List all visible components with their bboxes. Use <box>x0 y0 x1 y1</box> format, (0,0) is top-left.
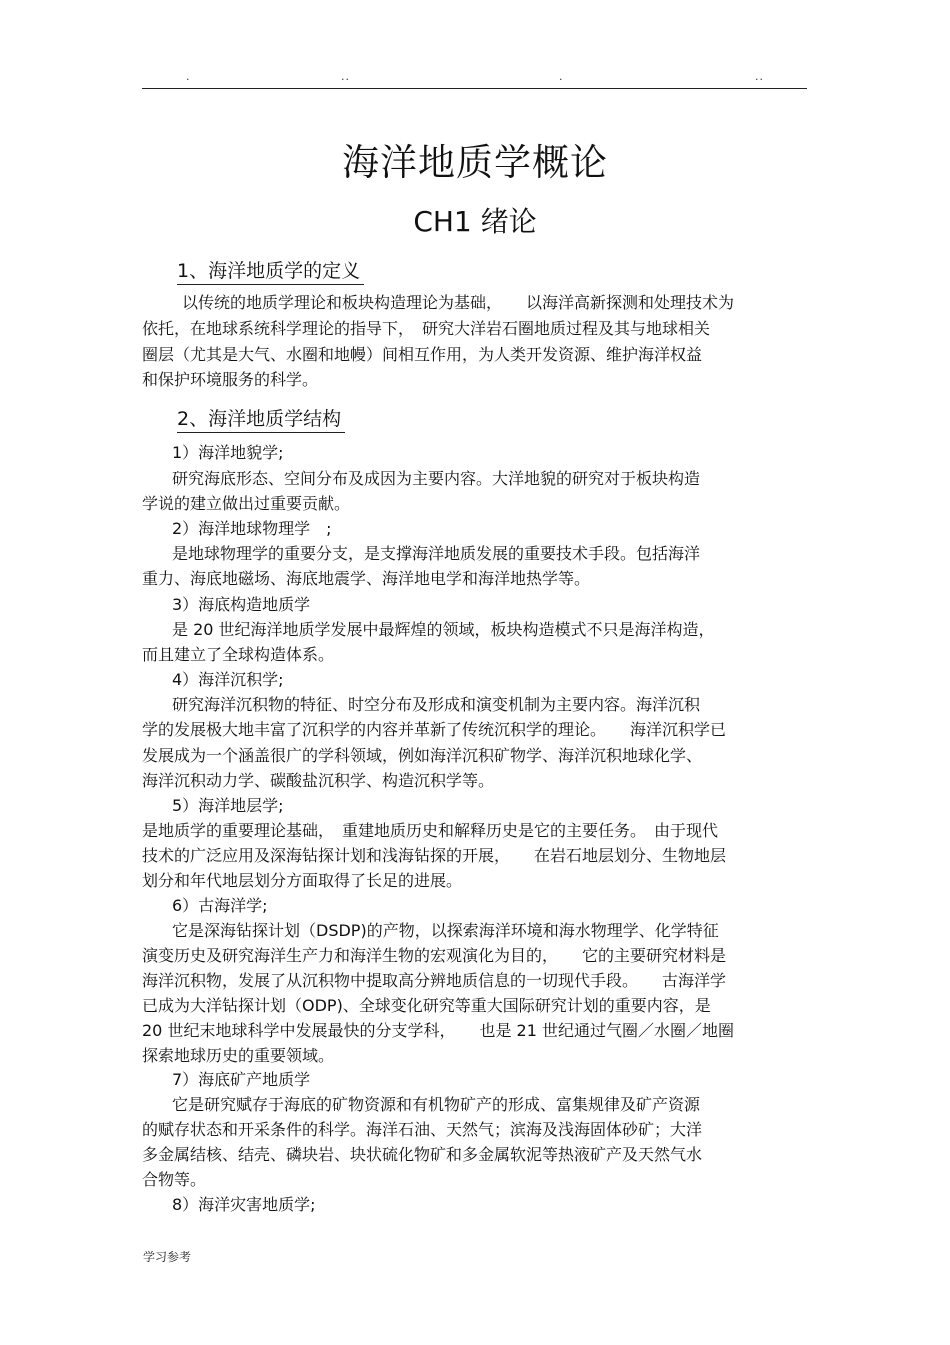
paragraph-line: 海洋沉积物，发展了从沉积物中提取高分辨地质信息的一切现代手段。 古海洋学 <box>142 971 727 990</box>
header-mark: . <box>559 70 564 83</box>
page-footer: 学习参考 <box>143 1250 192 1264</box>
paragraph-line: 发展成为一个涵盖很广的学科领域，例如海洋沉积矿物学、海洋沉积地球化学、 <box>142 746 703 765</box>
paragraph-line: 海洋沉积动力学、碳酸盐沉积学、构造沉积学等。 <box>142 771 495 790</box>
paragraph-line: 以传统的地质学理论和板块构造理论为基础， 以海洋高新探测和处理技术为 <box>182 293 735 312</box>
header-mark: . <box>186 70 191 83</box>
item-title: 5）海洋地层学; <box>172 796 284 815</box>
paragraph-line: 技术的广泛应用及深海钻探计划和浅海钻探的开展， 在岩石地层划分、生物地层 <box>142 846 727 865</box>
item-title: 2）海洋地球物理学 ; <box>172 519 332 538</box>
paragraph-line: 是地质学的重要理论基础， 重建地质历史和解释历史是它的主要任务。 由于现代 <box>142 821 719 840</box>
paragraph-line: 是地球物理学的重要分支，是支撑海洋地质发展的重要技术手段。包括海洋 <box>172 544 701 563</box>
item-title: 8）海洋灾害地质学; <box>172 1195 316 1214</box>
paragraph-line: 依托，在地球系统科学理论的指导下， 研究大洋岩石圈地质过程及其与地球相关 <box>142 319 711 338</box>
paragraph-line: 和保护环境服务的科学。 <box>142 370 319 389</box>
paragraph-line: 研究海洋沉积物的特征、时空分布及形成和演变机制为主要内容。海洋沉积 <box>172 695 701 714</box>
paragraph-line: 的赋存状态和开采条件的科学。海洋石油、天然气；滨海及浅海固体砂矿；大洋 <box>142 1120 703 1139</box>
page-header-marks <box>0 70 950 86</box>
header-mark: .. <box>755 70 764 83</box>
item-title: 1）海洋地貌学; <box>172 443 284 462</box>
item-title: 6）古海洋学; <box>172 896 268 915</box>
item-title: 3）海底构造地质学 <box>172 595 311 614</box>
paragraph-line: 研究海底形态、空间分布及成因为主要内容。大洋地貌的研究对于板块构造 <box>172 469 701 488</box>
paragraph-line: 已成为大洋钻探计划（ODP)、全球变化研究等重大国际研究计划的重要内容，是 <box>142 996 711 1015</box>
paragraph-line: 学的发展极大地丰富了沉积学的内容并革新了传统沉积学的理论。 海洋沉积学已 <box>142 720 727 739</box>
paragraph-line: 20 世纪末地球科学中发展最快的分支学科， 也是 21 世纪通过气圈／水圈／地圈 <box>142 1021 734 1040</box>
chapter-title: CH1 绪论 <box>413 205 537 238</box>
paragraph-line: 演变历史及研究海洋生产力和海洋生物的宏观演化为目的， 它的主要研究材料是 <box>142 946 727 965</box>
paragraph-line: 它是研究赋存于海底的矿物资源和有机物矿产的形成、富集规律及矿产资源 <box>172 1095 701 1114</box>
section-heading-structure: 2、海洋地质学结构 <box>177 404 345 433</box>
item-title: 7）海底矿产地质学 <box>172 1070 311 1089</box>
paragraph-line: 合物等。 <box>142 1170 207 1189</box>
paragraph-line: 它是深海钻探计划（DSDP)的产物，以探索海洋环境和海水物理学、化学特征 <box>172 921 719 940</box>
paragraph-line: 学说的建立做出过重要贡献。 <box>142 494 351 513</box>
paragraph-line: 而且建立了全球构造体系。 <box>142 645 335 664</box>
paragraph-line: 探索地球历史的重要领域。 <box>142 1046 335 1065</box>
header-rule <box>142 88 807 89</box>
document-title: 海洋地质学概论 <box>342 141 608 184</box>
paragraph-line: 多金属结核、结壳、磷块岩、块状硫化物矿和多金属软泥等热液矿产及天然气水 <box>142 1145 703 1164</box>
paragraph-line: 圈层（尤其是大气、水圈和地幔）间相互作用，为人类开发资源、维护海洋权益 <box>142 345 703 364</box>
header-mark: .. <box>341 70 350 83</box>
section-heading-definition: 1、海洋地质学的定义 <box>177 256 364 285</box>
item-title: 4）海洋沉积学; <box>172 670 284 689</box>
paragraph-line: 划分和年代地层划分方面取得了长足的进展。 <box>142 871 463 890</box>
paragraph-line: 重力、海底地磁场、海底地震学、海洋地电学和海洋地热学等。 <box>142 569 591 588</box>
paragraph-line: 是 20 世纪海洋地质学发展中最辉煌的领域，板块构造模式不只是海洋构造， <box>172 620 715 639</box>
